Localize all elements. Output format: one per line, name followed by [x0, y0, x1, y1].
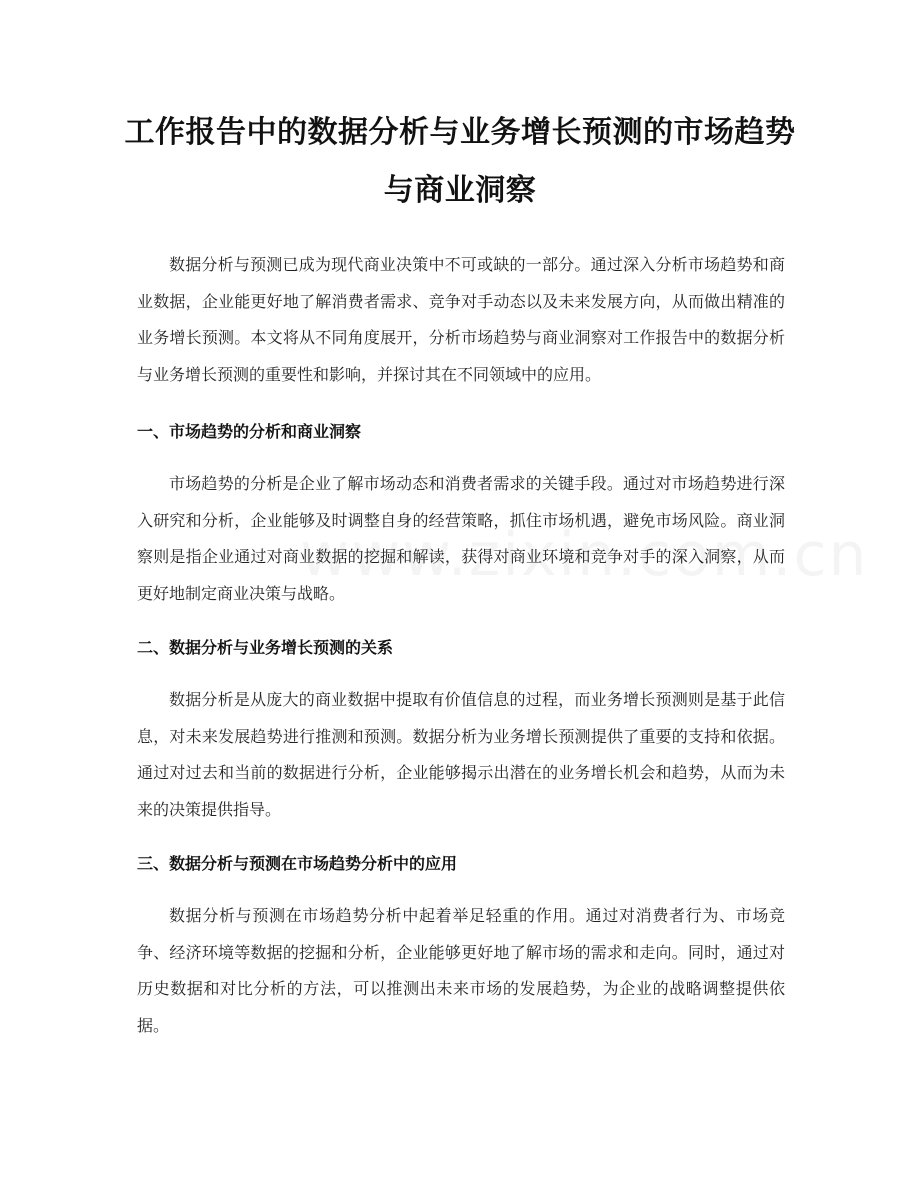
section-1-paragraph: 市场趋势的分析是企业了解市场动态和消费者需求的关键手段。通过对市场趋势进行深入研究和分析，企业能够及时调整自身的经营策略，抓住市场机遇，避免市场风险。商业洞察则是指企业通过对商业数据的挖掘和解读，获得对商业环境和竞争对手的深入洞察，从而更好地制定商业决策与战略。	[137, 474, 785, 603]
section-3-paragraph: 数据分析与预测在市场趋势分析中起着举足轻重的作用。通过对消费者行为、市场竞争、经济环境等数据的挖掘和分析，企业能够更好地了解市场的需求和走向。同时，通过对历史数据和对比分析的方法，可以推测出未来市场的发展趋势，为企业的战略调整提供依据。	[137, 906, 785, 1035]
document-title: 工作报告中的数据分析与业务增长预测的市场趋势与商业洞察	[124, 115, 796, 208]
document-body	[137, 247, 785, 1044]
intro-paragraph: 数据分析与预测已成为现代商业决策中不可或缺的一部分。通过深入分析市场趋势和商业数据，企业能更好地了解消费者需求、竞争对手动态以及未来发展方向，从而做出精准的业务增长预测。本文将从不同角度展开，分析市场趋势与商业洞察对工作报告中的数据分析与业务增长预测的重要性和影响，并探讨其在不同领域中的应用。	[137, 255, 785, 384]
section-3-heading: 三、数据分析与预测在市场趋势分析中的应用	[137, 854, 458, 873]
section-2-paragraph: 数据分析是从庞大的商业数据中提取有价值信息的过程，而业务增长预测则是基于此信息，对未来发展趋势进行推测和预测。数据分析为业务增长预测提供了重要的支持和依据。通过对过去和当前的数据进行分析，企业能够揭示出潜在的业务增长机会和趋势，从而为未来的决策提供指导。	[137, 690, 785, 819]
section-2-heading: 二、数据分析与业务增长预测的关系	[137, 638, 394, 657]
section-1-heading: 一、市场趋势的分析和商业洞察	[137, 422, 362, 441]
